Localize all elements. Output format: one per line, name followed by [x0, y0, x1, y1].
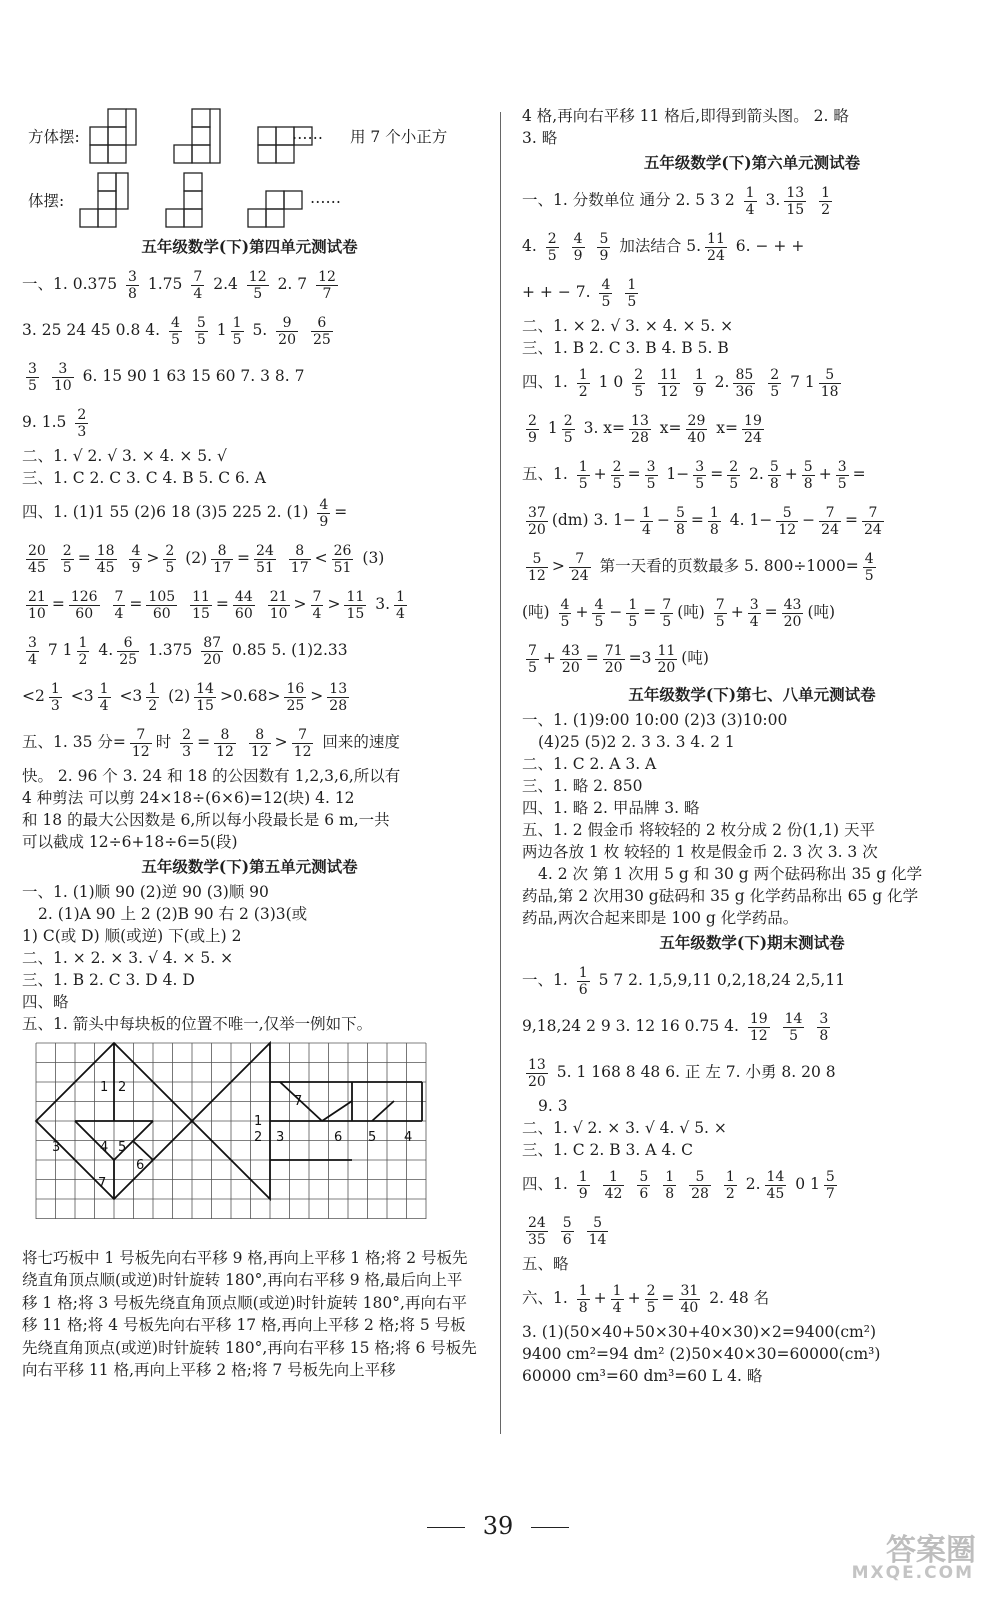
- answer-line: 4. $\frac{2}{5}$ $\frac{4}{9}$ $\frac{5}{9}$ 加法结合 5. $\frac{11}{24}$ 6. − + +: [522, 230, 805, 264]
- page-number: [0, 1512, 996, 1540]
- tangram-label: 6: [334, 1130, 343, 1145]
- answer-line: 一、1. 分数单位 通分 2. 5 3 2 $\frac{1}{4}$ 3. $\frac{13}{15}$ $\frac{1}{2}$: [522, 184, 831, 218]
- tangram-label: 2: [254, 1130, 263, 1145]
- answer-line: 二、1. × 2. × 3. √ 4. × 5. ×: [22, 949, 234, 967]
- answer-line: 一、1. 0.375 $\frac{3}{8}$ 1.75 $\frac{7}{4}$ 2.4 $\frac{12}{5}$ 2. 7 $\frac{12}{7}$: [22, 268, 336, 302]
- answer-line: $\frac{3}{5}$ $\frac{3}{10}$ 6. 15 90 1 63 15 60 7. 3 8. 7: [28, 360, 305, 394]
- answer-line: (4)25 (5)2 2. 3 3. 3 4. 2 1: [538, 733, 735, 751]
- answer-line: 六、1. $\frac{1}{8}$ + $\frac{1}{4}$ + $\frac{2}{5}$ = $\frac{31}{40}$ 2. 48 名: [522, 1282, 770, 1316]
- answer-line: 三、1. 略 2. 850: [522, 777, 643, 795]
- cube-figure: [170, 107, 232, 167]
- answer-line: 四、1. 略 2. 甲品牌 3. 略: [522, 799, 700, 817]
- tangram-label: 4: [404, 1130, 413, 1145]
- answer-line: $\frac{24}{35}$ $\frac{5}{6}$ $\frac{5}{14}$: [528, 1214, 607, 1248]
- tangram-label: 5: [368, 1130, 377, 1145]
- answer-line: $\frac{13}{20}$ 5. 1 168 8 48 6. 正 左 7. 小勇 8. 20 8: [528, 1056, 836, 1090]
- answer-line: 四、1. (1)1 55 (2)6 18 (3)5 225 2. (1) $\frac{4}{9}$ =: [22, 496, 348, 530]
- answer-line: 快。 2. 96 个 3. 24 和 18 的公因数有 1,2,3,6,所以有: [22, 767, 401, 785]
- cube-figure: [86, 107, 148, 167]
- answer-line: $\frac{20}{45}$ $\frac{2}{5}$ = $\frac{18}{45}$ $\frac{4}{9}$ > $\frac{2}{5}$ (2) $\frac{8}{17}$ = $\frac{24}{51}$ $\frac{8}{17}$ < $\frac{26}{51}$ (3): [28, 542, 385, 576]
- answer-line: $\frac{2}{9}$ 1 $\frac{2}{5}$ 3. x= $\frac{13}{28}$ x= $\frac{29}{40}$ x= $\frac{19}{24}$: [528, 412, 762, 446]
- cube-row-label: 方体摆:: [28, 128, 80, 146]
- tangram-grid: [32, 1041, 442, 1221]
- answer-line: 四、略: [22, 993, 69, 1011]
- answer-line: 三、1. B 2. C 3. D 4. D: [22, 971, 195, 989]
- answer-line: 二、1. C 2. A 3. A: [522, 755, 657, 773]
- answer-line: $\frac{7}{5}$ + $\frac{43}{20}$ = $\frac{71}{20}$ =3 $\frac{11}{20}$ (吨): [528, 642, 709, 676]
- answer-line: 一、1. (1)9:00 10:00 (2)3 (3)10:00: [522, 711, 788, 729]
- unit78-heading: 五年级数学(下)第七、八单元测试卷: [628, 685, 876, 704]
- answer-line: 药品,两次合起来即是 100 g 化学药品。: [522, 909, 799, 927]
- final-heading: 五年级数学(下)期末测试卷: [659, 933, 845, 952]
- answer-line: $\frac{3}{4}$ 7 1 $\frac{1}{2}$ 4. $\frac{6}{25}$ 1.375 $\frac{87}{20}$ 0.85 5. (1)2.33: [28, 634, 348, 668]
- page-number-text: 39: [482, 1512, 514, 1540]
- answer-line: 4 格,再向右平移 11 格后,即得到箭头图。 2. 略: [522, 107, 849, 125]
- tangram-label: 3: [52, 1140, 61, 1155]
- answer-line: 一、1. $\frac{1}{6}$ 5 7 2. 1,5,9,11 0,2,18,24 2,5,11: [522, 964, 846, 998]
- ellipsis: ……: [292, 125, 323, 143]
- answer-line: 9,18,24 2 9 3. 12 16 0.75 4. $\frac{19}{12}$ $\frac{14}{5}$ $\frac{3}{8}$: [522, 1010, 829, 1044]
- answer-line: 3. 25 24 45 0.8 4. $\frac{4}{5}$ $\frac{5}{5}$ 1 $\frac{1}{5}$ 5. $\frac{9}{20}$ $\frac{6}{25}$: [22, 314, 331, 348]
- watermark-url: MXQE.COM: [851, 1563, 974, 1583]
- answer-line: 四、1. $\frac{1}{9}$ $\frac{1}{42}$ $\frac{5}{6}$ $\frac{1}{8}$ $\frac{5}{28}$ $\frac{1}{2}$ 2. $\frac{14}{45}$ 0 1 $\frac{5}{7}$: [522, 1168, 835, 1202]
- answer-line: 三、1. C 2. C 3. C 4. B 5. C 6. A: [22, 469, 266, 487]
- tangram-label: 3: [276, 1130, 285, 1145]
- tangram-label: 2: [118, 1080, 127, 1095]
- cube-figure: [244, 171, 306, 231]
- tangram-label: 4: [100, 1140, 109, 1155]
- cube-row-text: 用 7 个小正方: [350, 128, 448, 146]
- answer-line: 三、1. C 2. B 3. A 4. C: [522, 1141, 693, 1159]
- unit4-heading: 五年级数学(下)第四单元测试卷: [141, 237, 358, 256]
- cube-figure: [162, 171, 224, 231]
- answer-line: 五、1. 2 假金币 将较轻的 2 枚分成 2 份(1,1) 天平: [522, 821, 876, 839]
- answer-line: 四、1. $\frac{1}{2}$ 1 0 $\frac{2}{5}$ $\frac{11}{12}$ $\frac{1}{9}$ 2. $\frac{85}{36}$ $\frac{2}{5}$ 7 1 $\frac{5}{18}$: [522, 366, 839, 400]
- tangram-label: 5: [118, 1140, 127, 1155]
- answer-line: 可以截成 12÷6+18÷6=5(段): [22, 833, 238, 851]
- answer-line: 二、1. × 2. √ 3. × 4. × 5. ×: [522, 317, 734, 335]
- page-number-rule: [427, 1527, 465, 1528]
- cube-figure: [76, 171, 138, 231]
- cube-row-label: 体摆:: [28, 192, 65, 210]
- watermark-logo: 答案圈: [886, 1533, 976, 1568]
- answer-line: <2 $\frac{1}{3}$ <3 $\frac{1}{4}$ <3 $\frac{1}{2}$ (2) $\frac{14}{15}$ >0.68> $\frac{16}{25}$ > $\frac{13}{28}$: [22, 680, 348, 714]
- answer-line: 五、略: [522, 1255, 569, 1273]
- cube-row-1: [22, 105, 477, 169]
- tangram-label: 1: [100, 1080, 109, 1095]
- answer-line: 9400 cm²=94 dm² (2)50×40×30=60000(cm³): [522, 1345, 881, 1363]
- answer-line: 和 18 的最大公因数是 6,所以每小段最长是 6 m,一共: [22, 811, 390, 829]
- left-column: [22, 105, 477, 1397]
- answer-line: $\frac{21}{10}$ = $\frac{126}{60}$ $\frac{7}{4}$ = $\frac{105}{60}$ $\frac{11}{15}$ = $\frac{44}{60}$ $\frac{21}{10}$ > $\frac{7}{4}$ > $\frac{11}{15}$ 3. $\frac{1}{4}$: [28, 588, 405, 622]
- page-number-rule: [531, 1527, 569, 1528]
- answer-line: 3. 略: [522, 129, 558, 147]
- tangram-label: 7: [98, 1176, 107, 1191]
- answer-line: 五、1. 箭头中每块板的位置不唯一,仅举一例如下。: [22, 1015, 373, 1033]
- answer-line: 二、1. √ 2. × 3. √ 4. √ 5. ×: [522, 1119, 727, 1137]
- answer-line: 2. (1)A 90 上 2 (2)B 90 右 2 (3)3(或: [38, 905, 308, 923]
- tangram-label: 7: [294, 1094, 303, 1109]
- answer-line: 9. 1.5 $\frac{2}{3}$: [22, 406, 87, 440]
- tangram-grid-figure: [22, 1041, 477, 1231]
- answer-line: 三、1. B 2. C 3. B 4. B 5. B: [522, 339, 729, 357]
- unit5-heading: 五年级数学(下)第五单元测试卷: [141, 857, 358, 876]
- answer-line: + + − 7. $\frac{4}{5}$ $\frac{1}{5}$: [522, 276, 637, 310]
- answer-line: 60000 cm³=60 dm³=60 L 4. 略: [522, 1367, 763, 1385]
- answer-line: 药品,第 2 次用30 g砝码和 35 g 化学药品称出 65 g 化学: [522, 887, 919, 905]
- answer-line: 3. (1)(50×40+50×30+40×30)×2=9400(cm²): [522, 1323, 877, 1341]
- answer-line: $\frac{5}{12}$ > $\frac{7}{24}$ 第一天看的页数最多 5. 800÷1000= $\frac{4}{5}$: [528, 550, 874, 584]
- unit6-heading: 五年级数学(下)第六单元测试卷: [643, 153, 861, 172]
- right-column: [522, 105, 982, 1387]
- column-divider: [500, 112, 501, 1434]
- answer-line: 二、1. √ 2. √ 3. × 4. × 5. √: [22, 447, 227, 465]
- ellipsis: ……: [310, 189, 341, 207]
- answer-line: 两边各放 1 枚 较轻的 1 枚是假金币 2. 3 次 3. 3 次: [522, 843, 878, 861]
- tangram-label: 6: [136, 1158, 145, 1173]
- answer-paragraph: 将七巧板中 1 号板先向右平移 9 格,再向上平移 1 格;将 2 号板先绕直角顶点顺(或逆)时针旋转 180°,再向右平移 9 格,最后向上平移 1 格;将 3 号板先绕直角顶点顺(或逆)时针旋转 180°,再向右平移 11 格;将 4 号板先向右平移 17 格,再向上平移 2 格;将 5 号板先绕直角顶点(或逆)时针旋转 180°,再向右平移 15 格;将 6 号板先向右平移 11 格,再向上平移 2 格;将 7 号板先向上平移: [22, 1248, 477, 1379]
- answer-line: 4 种剪法 可以剪 24×18÷(6×6)=12(块) 4. 12: [22, 789, 355, 807]
- tangram-label: 1: [254, 1114, 263, 1129]
- answer-line: 4. 2 次 第 1 次用 5 g 和 30 g 两个砝码称出 35 g 化学: [538, 865, 923, 883]
- answer-line: 五、1. $\frac{1}{5}$ + $\frac{2}{5}$ = $\frac{3}{5}$ 1− $\frac{3}{5}$ = $\frac{2}{5}$ 2. $\frac{5}{8}$ + $\frac{5}{8}$ + $\frac{3}{5}$ =: [522, 458, 866, 492]
- answer-line: $\frac{37}{20}$ (dm) 3. 1− $\frac{1}{4}$ − $\frac{5}{8}$ = $\frac{1}{8}$ 4. 1− $\frac{5}{12}$ − $\frac{7}{24}$ = $\frac{7}{24}$: [528, 504, 882, 538]
- answer-line: 五、1. 35 分= $\frac{7}{12}$ 时 $\frac{2}{3}$ = $\frac{8}{12}$ $\frac{8}{12}$ > $\frac{7}{12}$ 回来的速度: [22, 726, 400, 760]
- answer-line: (吨) $\frac{4}{5}$ + $\frac{4}{5}$ − $\frac{1}{5}$ = $\frac{7}{5}$ (吨) $\frac{7}{5}$ + $\frac{3}{4}$ = $\frac{43}{20}$ (吨): [522, 596, 836, 630]
- answer-line: 9. 3: [538, 1097, 568, 1115]
- answer-line: 一、1. (1)顺 90 (2)逆 90 (3)顺 90: [22, 883, 269, 901]
- answer-line: 1) C(或 D) 顺(或逆) 下(或上) 2: [22, 927, 242, 945]
- cube-row-2: [22, 169, 477, 233]
